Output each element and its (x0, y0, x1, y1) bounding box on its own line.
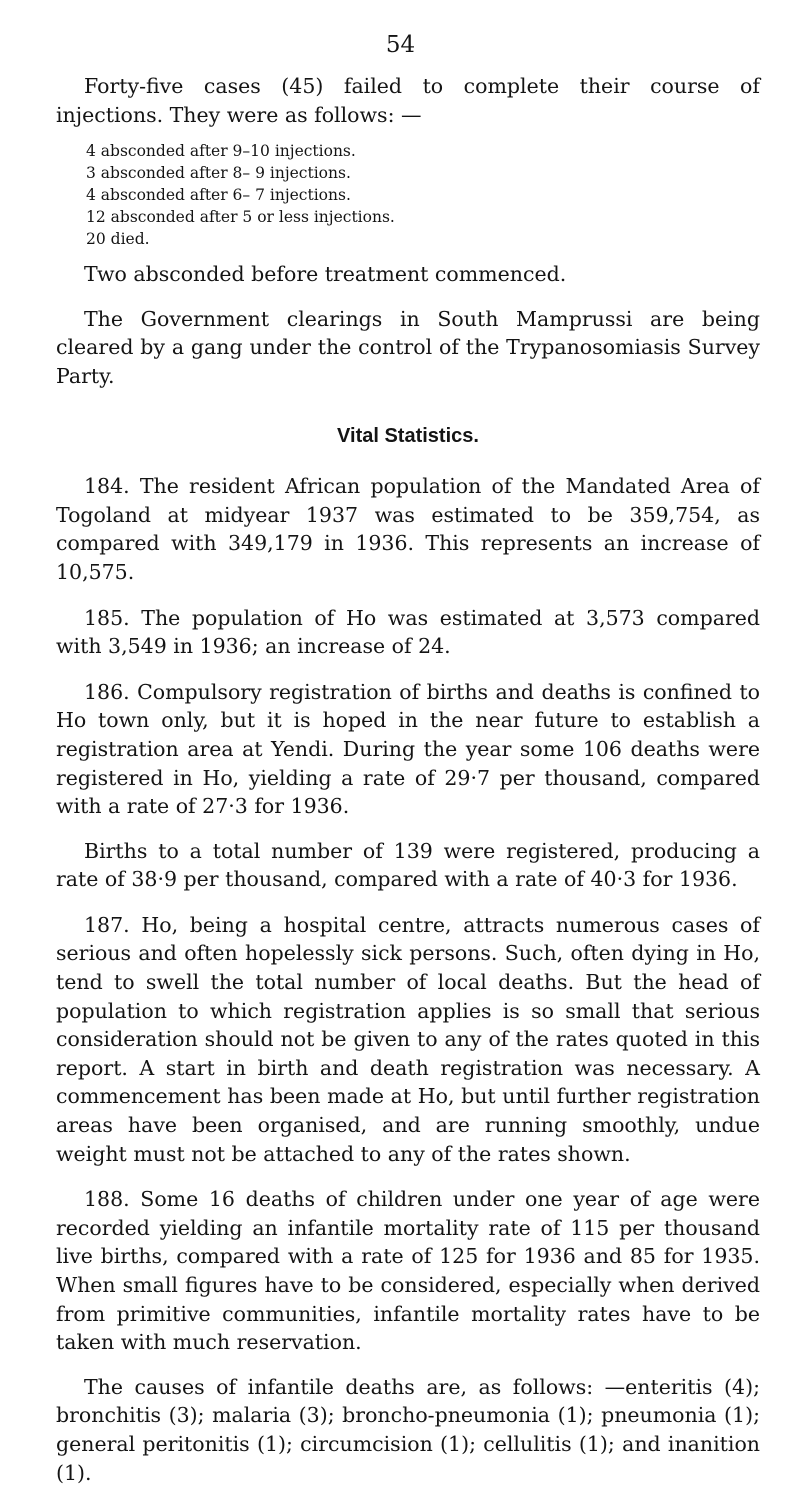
paragraph-187: 187. Ho, being a hospital centre, attracts numerous cases of serious and often hopelessly sick persons. Such, often dying in Ho, tend to swell the total number of local deaths. But the head of population to which registration applies is so small that serious consideration should not be given to any of the rates quoted in this report. A start in birth and death registration was necessary. A commencement has been made at Ho, but until further registration areas have been organised, and are running smoothly, undue weight must not be attached to any of the rates shown. (56, 912, 760, 1166)
before-treatment-paragraph: Two absconded before treatment commenced. (84, 262, 567, 287)
causes-paragraph: The causes of infantile deaths are, as follows: —enteritis (4); bronchitis (3); malaria (3); broncho-pneumonia (1); pneumonia (1); general peritonitis (1); circumcision (1); cellulitis (1); and inanition (1). (56, 1374, 760, 1485)
page-body (56, 72, 760, 1487)
list-item: 3 absconded after 8– 9 injections. (86, 164, 351, 183)
page-number: 54 (385, 32, 416, 58)
section-heading: Vital Statistics. (337, 424, 479, 447)
births-paragraph: Births to a total number of 139 were registered, producing a rate of 38·9 per thousand, compared with a rate of 40·3 for 1936. (56, 838, 760, 892)
clearings-paragraph: The Government clearings in South Mamprussi are being cleared by a gang under the control of the Trypanosomiasis Survey Party. (56, 306, 760, 388)
intro-paragraph: Forty-five cases (45) failed to complete their course of injections. They were as follows: — (56, 74, 760, 127)
paragraph-185: 185. The population of Ho was estimated at 3,573 compared with 3,549 in 1936; an increase of 24. (56, 605, 760, 659)
list-item: 20 died. (86, 230, 150, 249)
list-item: 4 absconded after 6– 7 injections. (86, 186, 351, 205)
paragraph-184: 184. The resident African population of the Mandated Area of Togoland at midyear 1937 was estimated to be 359,754, as compared with 349,179 in 1936. This represents an increase of 10,575. (56, 474, 760, 584)
list-item: 12 absconded after 5 or less injections. (86, 208, 395, 227)
abscond-list (86, 140, 760, 250)
paragraph-188: 188. Some 16 deaths of children under one year of age were recorded yielding an infantile mortality rate of 115 per thousand live births, compared with a rate of 125 for 1936 and 85 for 1935. When small figures have to be considered, especially when derived from primitive communities, infantile mortality rates have to be taken with much reservation. (56, 1187, 760, 1355)
list-item: 4 absconded after 9–10 injections. (86, 142, 356, 161)
paragraph-186: 186. Compulsory registration of births and deaths is confined to Ho town only, but it is hoped in the near future to establish a registration area at Yendi. During the year some 106 deaths were registered in Ho, yielding a rate of 29·7 per thousand, compared with a rate of 27·3 for 1936. (56, 679, 760, 819)
